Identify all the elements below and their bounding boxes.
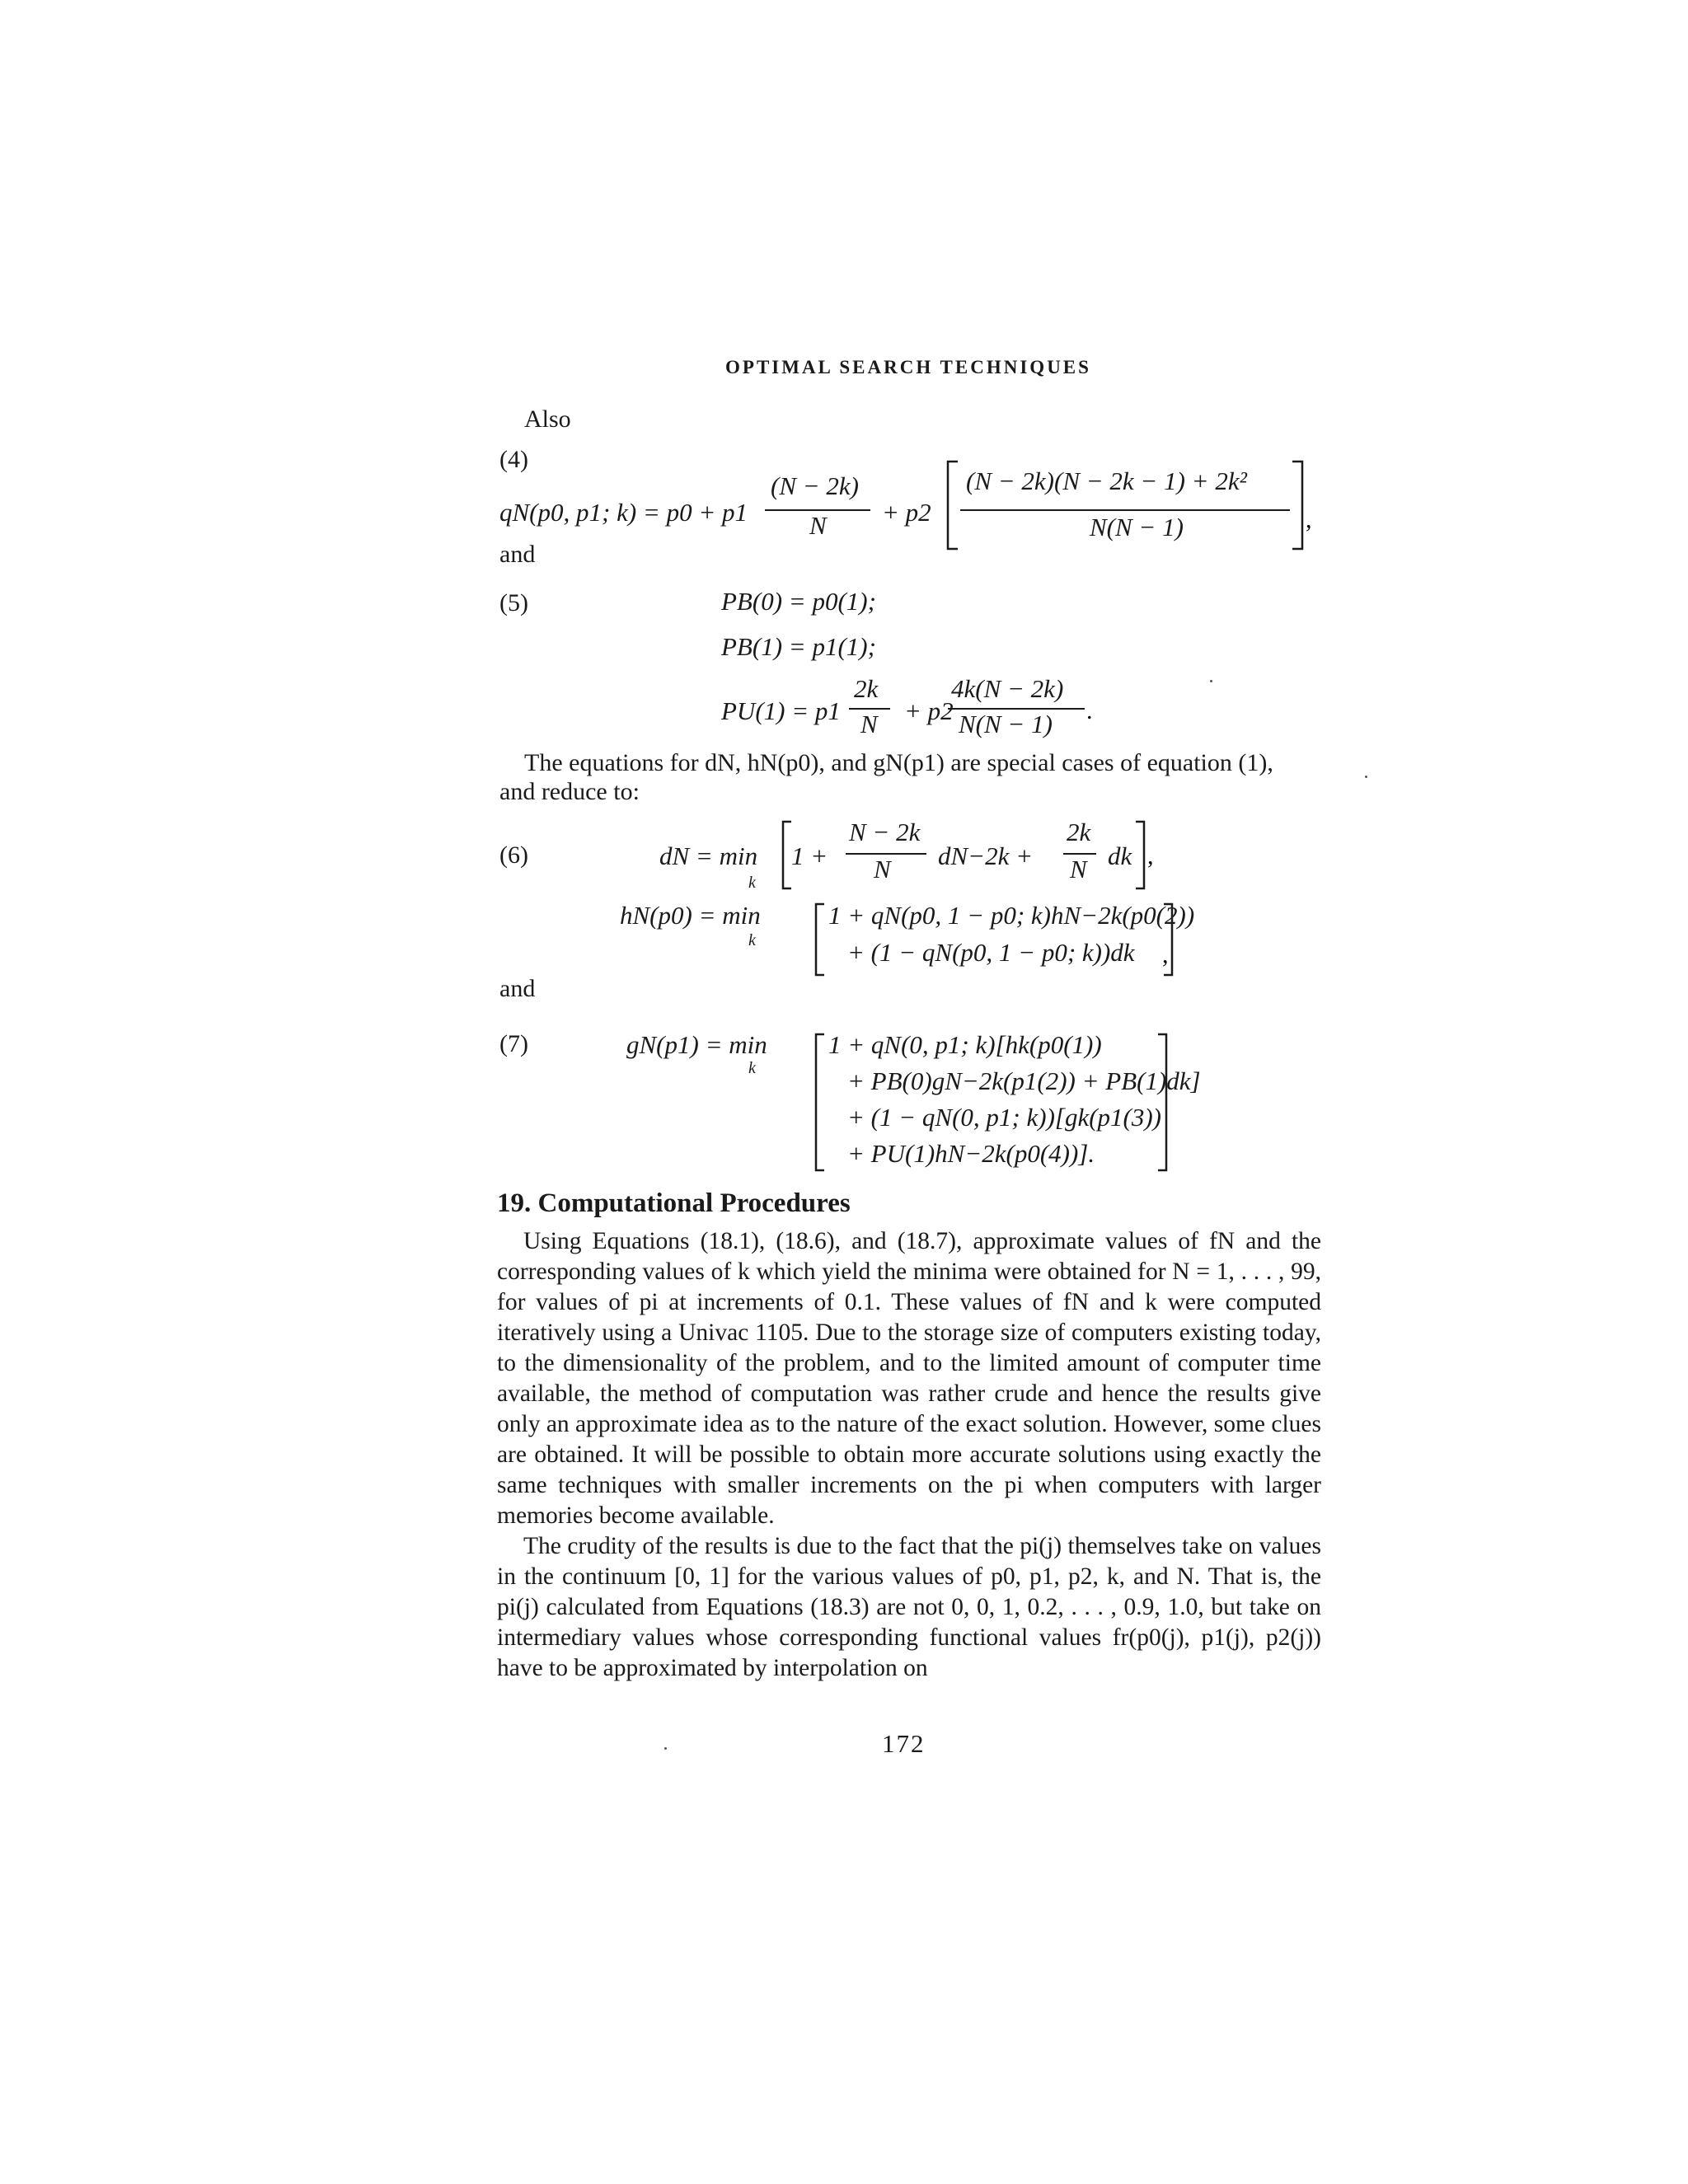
eq6-comma-1: , xyxy=(1147,842,1154,869)
eq7-line2: + PB(0)gN−2k(p1(2)) + PB(1)dk] xyxy=(847,1066,1201,1095)
eq6-hN-line1: 1 + qN(p0, 1 − p0; k)hN−2k(p0(2)) xyxy=(828,901,1195,930)
and-label-1: and xyxy=(499,541,536,568)
paragraph-2: The crudity of the results is due to the fact that the pi(j) themselves take on values in the continuum [0, 1] for the various values of p0, p1, p2, k, and N. That is, the pi(j) calculated from Equations (18.3) are not 0, 0, 1, 0.2, . . . , 0.9, 1.0, but take on intermediary values whose corresponding functional values fr(p0(j), p1(j), p2(j)) have to be approximated by interpolation on xyxy=(497,1533,1321,1681)
eq6-dN-one: 1 + xyxy=(791,841,828,870)
eq6-dN-mid: dN−2k + xyxy=(938,841,1034,870)
eq6-min-sub: k xyxy=(748,874,756,892)
scan-speck xyxy=(664,1747,667,1750)
eq5-period: . xyxy=(1086,697,1093,724)
eq6-hN-min-sub: k xyxy=(748,931,756,949)
eq7-right-bracket xyxy=(1158,1034,1166,1170)
eq6-hN-line2: + (1 − qN(p0, 1 − p0; k))dk xyxy=(847,938,1135,967)
eq6-frac2-num: 2k xyxy=(1067,818,1091,846)
eq6-dN-lhs: dN = min xyxy=(659,841,758,870)
eq4-number: (4) xyxy=(499,446,528,473)
intro-line-1: The equations for dN, hN(p0), and gN(p1) are special cases of equation (1), xyxy=(524,749,1273,776)
eq4-frac2-num: (N − 2k)(N − 2k − 1) + 2k² xyxy=(966,466,1247,495)
eq5-plus-p2: + p2 xyxy=(904,696,954,725)
eq7-left-bracket xyxy=(816,1034,824,1170)
scan-speck xyxy=(1210,680,1212,682)
eq7-lhs: gN(p1) = min xyxy=(626,1030,767,1059)
eq4-frac1-den: N xyxy=(809,511,827,540)
eq4-frac2-den: N(N − 1) xyxy=(1090,513,1184,541)
eq7-line3: + (1 − qN(0, p1; k))[gk(p1(3)) xyxy=(847,1103,1162,1132)
eq7-line4: + PU(1)hN−2k(p0(4))]. xyxy=(847,1139,1095,1168)
eq7-number: (7) xyxy=(499,1030,528,1057)
eq5-number: (5) xyxy=(499,589,528,616)
eq6-frac1-num: N − 2k xyxy=(849,818,921,846)
eq5-line3-lhs: PU(1) = p1 xyxy=(721,696,841,725)
eq5-frac2-den: N(N − 1) xyxy=(959,710,1053,738)
eq5-line2: PB(1) = p1(1); xyxy=(721,632,876,661)
section-heading: 19. Computational Procedures xyxy=(497,1188,851,1218)
eq5-line1: PB(0) = p0(1); xyxy=(721,587,876,616)
and-label-2: and xyxy=(499,975,536,1002)
scan-speck xyxy=(1365,776,1367,778)
eq5-frac1-num: 2k xyxy=(854,674,879,703)
eq5-frac1-den: N xyxy=(860,710,878,738)
intro-line-2: and reduce to: xyxy=(499,778,640,805)
eq6-frac1-den: N xyxy=(874,855,891,883)
body-text xyxy=(497,1226,1321,1684)
paragraph-1: Using Equations (18.1), (18.6), and (18.7), approximate values of fN and the corresponding values of k which yield the minima were obtained for N = 1, . . . , 99, for values of pi at increments of 0.1. These values of fN and k were computed iteratively using a Univac 1105. Due to the storage size of computers existing today, to the dimensionality of the problem, and to the limited amount of computer time available, the method of computation was rather crude and hence the results give only an approximate idea as to the nature of the exact solution. However, some clues are obtained. It will be possible to obtain more accurate solutions using exactly the same techniques with smaller increments on the pi when computers with larger memories become available. xyxy=(497,1228,1321,1529)
eq6-dN-tail: dk xyxy=(1108,841,1132,870)
eq6-number: (6) xyxy=(499,841,528,869)
eq4-lhs: qN(p0, p1; k) = p0 + p1 xyxy=(499,498,748,527)
eq6-frac2-den: N xyxy=(1070,855,1087,883)
also-label: Also xyxy=(524,405,571,433)
eq6-comma-2: , xyxy=(1162,941,1169,968)
eq4-frac1-num: (N − 2k) xyxy=(771,471,860,500)
page-number: 172 xyxy=(882,1729,926,1758)
eq5-frac2-num: 4k(N − 2k) xyxy=(951,674,1064,703)
eq4-comma: , xyxy=(1306,506,1312,533)
eq7-line1: 1 + qN(0, p1; k)[hk(p0(1)) xyxy=(828,1030,1102,1059)
eq6-hN-lhs: hN(p0) = min xyxy=(620,901,761,930)
eq7-min-sub: k xyxy=(748,1059,756,1077)
eq4-plus-p2: + p2 xyxy=(882,498,931,527)
running-head: OPTIMAL SEARCH TECHNIQUES xyxy=(725,357,1091,377)
